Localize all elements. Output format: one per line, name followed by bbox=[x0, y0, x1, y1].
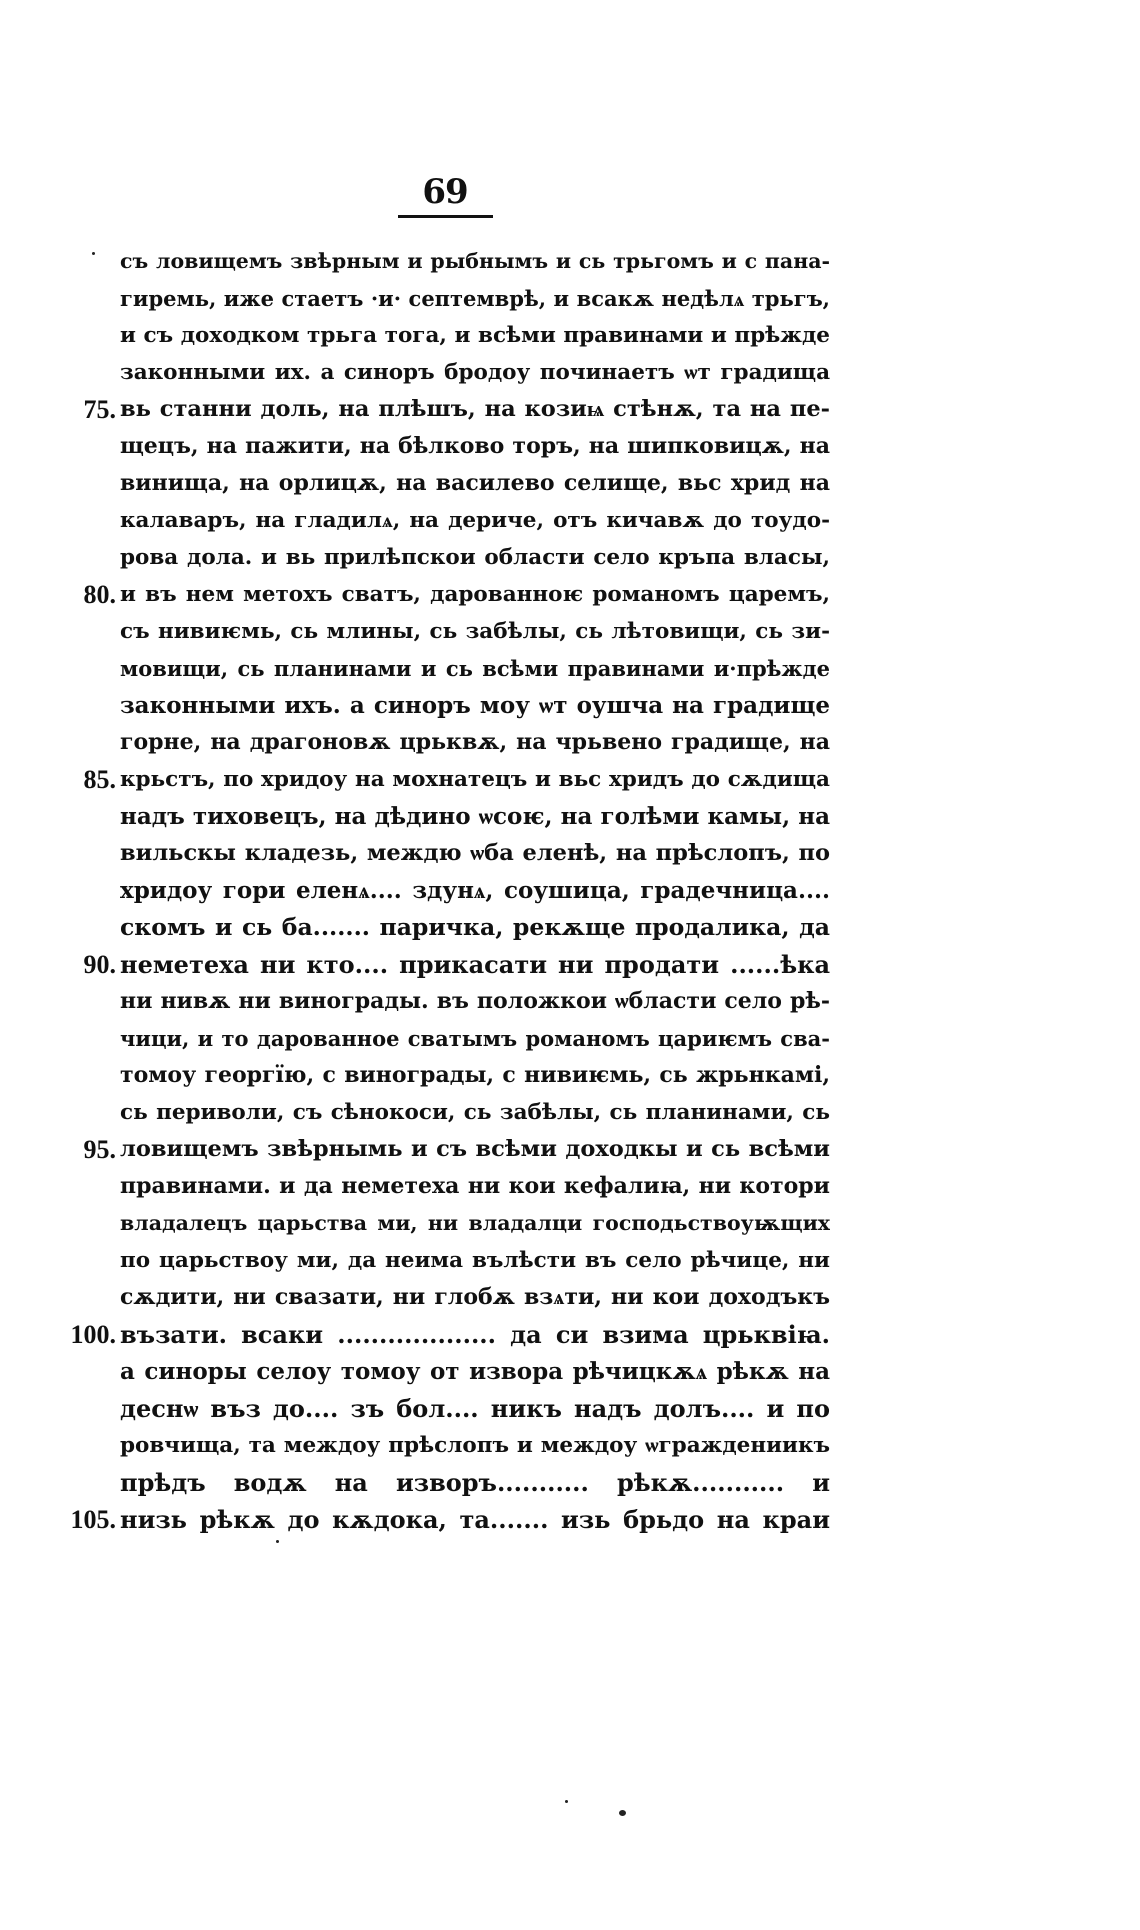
text-line bbox=[50, 1316, 830, 1353]
ink-speck bbox=[619, 1810, 626, 1816]
line-number: 90. bbox=[83, 950, 116, 979]
text-line bbox=[50, 946, 830, 983]
line-text: владалецъ царьства ми, ни владалци господьствоуѭщих bbox=[120, 1211, 830, 1235]
line-text: възати. всаки ................... да си взима црьквіꙗ. bbox=[120, 1320, 830, 1349]
line-number: 75. bbox=[83, 395, 116, 424]
page-number-rule bbox=[398, 215, 493, 218]
text-line bbox=[50, 539, 830, 576]
text-line bbox=[50, 761, 830, 798]
text-line bbox=[50, 1094, 830, 1131]
line-text: винища, на орлицѫ, на василево селище, вьс хрид на bbox=[120, 470, 830, 496]
text-line bbox=[50, 687, 830, 724]
line-text: гиремь, иже стаетъ ·и· септемврѣ, и всакѫ недѣлѧ трьгъ, bbox=[120, 286, 830, 311]
text-line bbox=[50, 317, 830, 354]
line-text: вь станни доль, на плѣшъ, на козиѩ стѣнѫ, та на пе- bbox=[120, 396, 830, 422]
text-line bbox=[50, 465, 830, 502]
text-line bbox=[50, 1464, 830, 1501]
line-number: 80. bbox=[83, 580, 116, 609]
text-line bbox=[50, 354, 830, 391]
text-line bbox=[50, 1353, 830, 1390]
text-line bbox=[50, 428, 830, 465]
text-block bbox=[50, 243, 830, 1538]
line-number: 100. bbox=[70, 1320, 116, 1349]
line-text: ровчища, та междоу прѣслопъ и междоу ѡграждениикъ bbox=[120, 1433, 830, 1458]
line-text: сѫдити, ни свазати, ни глобѫ взѧти, ни кои доходъкъ bbox=[120, 1284, 830, 1310]
text-line bbox=[50, 1020, 830, 1057]
text-line bbox=[50, 1205, 830, 1242]
line-text: скомъ и сь ба....... паричка, рекѫще продалика, да bbox=[120, 913, 830, 941]
text-line bbox=[50, 650, 830, 687]
text-line bbox=[50, 798, 830, 835]
line-number: 95. bbox=[83, 1135, 116, 1164]
page-number: 69 bbox=[422, 172, 468, 212]
text-line bbox=[50, 1427, 830, 1464]
ink-speck bbox=[92, 252, 95, 255]
line-number: 105. bbox=[70, 1505, 116, 1534]
line-text: съ ловищемъ звѣрным и рыбнымъ и сь трьгомъ и с пана- bbox=[120, 249, 830, 273]
line-text: хридоу гори еленѧ.... здунѧ, соушица, градечница.... bbox=[120, 877, 830, 904]
ink-speck bbox=[565, 1800, 568, 1803]
text-line bbox=[50, 909, 830, 946]
text-line bbox=[50, 983, 830, 1020]
line-text: щецъ, на пажити, на бѣлково торъ, на шипковицѫ, на bbox=[120, 433, 830, 459]
text-line bbox=[50, 391, 830, 428]
text-line bbox=[50, 576, 830, 613]
line-text: калаваръ, на гладилѧ, на дериче, отъ кичавѫ до тоудо- bbox=[120, 508, 830, 533]
line-text: крьстъ, по хридоу на мохнатецъ и вьс хридъ до сѫдища bbox=[120, 767, 830, 792]
text-line bbox=[50, 1168, 830, 1205]
line-text: законными их. а синоръ бродоу починаетъ ѡт градища bbox=[120, 360, 830, 385]
text-line bbox=[50, 243, 830, 280]
line-text: съ нивиѥмь, сь млины, сь забѣлы, сь лѣтовищи, сь зи- bbox=[120, 619, 830, 644]
text-line bbox=[50, 613, 830, 650]
text-line bbox=[50, 835, 830, 872]
line-text: ловищемъ звѣрнымь и съ всѣми доходкы и сь всѣми bbox=[120, 1136, 830, 1162]
line-text: томоу георгїю, с винограды, с нивиѥмь, сь жрьнкамі, bbox=[120, 1062, 830, 1088]
text-line bbox=[50, 724, 830, 761]
line-text: мовищи, сь планинами и сь всѣми правинами и·прѣжде bbox=[120, 656, 830, 681]
line-text: неметеха ни кто.... прикасати ни продати ......ѣка bbox=[120, 950, 830, 979]
line-text: а синоры селоу томоу от извора рѣчицкѫѧ рѣкѫ на bbox=[120, 1358, 830, 1385]
line-text: ни нивѫ ни винограды. въ положкои ѡбласти село рѣ- bbox=[120, 988, 830, 1014]
text-line bbox=[50, 1501, 830, 1538]
line-text: горне, на драгоновѫ црьквѫ, на чрьвено градище, на bbox=[120, 729, 830, 755]
line-text: прѣдъ водѫ на изворъ........... рѣкѫ........... и bbox=[120, 1468, 830, 1497]
line-text: и въ нем метохъ сватъ, дарованноѥ романомъ царемъ, bbox=[120, 582, 830, 607]
text-line bbox=[50, 1057, 830, 1094]
line-number: 85. bbox=[83, 765, 116, 794]
text-line bbox=[50, 1279, 830, 1316]
text-line bbox=[50, 1390, 830, 1427]
line-text: рова дола. и вь прилѣпскои области село кръпа власы, bbox=[120, 545, 830, 570]
line-text: законными ихъ. а синоръ моу ѡт оушча на градище bbox=[120, 692, 830, 719]
text-line bbox=[50, 1131, 830, 1168]
text-line bbox=[50, 872, 830, 909]
line-text: чици, и то дарованное сватымъ романомъ цариѥмъ сва- bbox=[120, 1026, 830, 1051]
line-text: и съ доходком трьга тога, и всѣми правинами и прѣжде bbox=[120, 323, 830, 348]
line-text: вильскы кладезь, междю ѡба еленѣ, на прѣслопъ, по bbox=[120, 840, 830, 866]
text-line bbox=[50, 280, 830, 317]
line-text: надъ тиховецъ, на дѣдино ѡсоѥ, на голѣми камы, на bbox=[120, 803, 830, 830]
line-text: низь рѣкѫ до кѫдока, та....... изь брьдо на краи bbox=[120, 1505, 830, 1534]
text-line bbox=[50, 1242, 830, 1279]
line-text: правинами. и да неметеха ни кои кефалиꙗ, ни котори bbox=[120, 1173, 830, 1199]
text-line bbox=[50, 502, 830, 539]
line-text: деснѡ въз до.... зъ бол.... никъ надъ долъ.... и по bbox=[120, 1394, 830, 1423]
ink-speck bbox=[276, 1540, 279, 1543]
line-text: сь периволи, съ сѣнокоси, сь забѣлы, сь планинами, сь bbox=[120, 1100, 830, 1125]
line-text: по царьствоу ми, да неима вълѣсти въ село рѣчице, ни bbox=[120, 1248, 830, 1273]
